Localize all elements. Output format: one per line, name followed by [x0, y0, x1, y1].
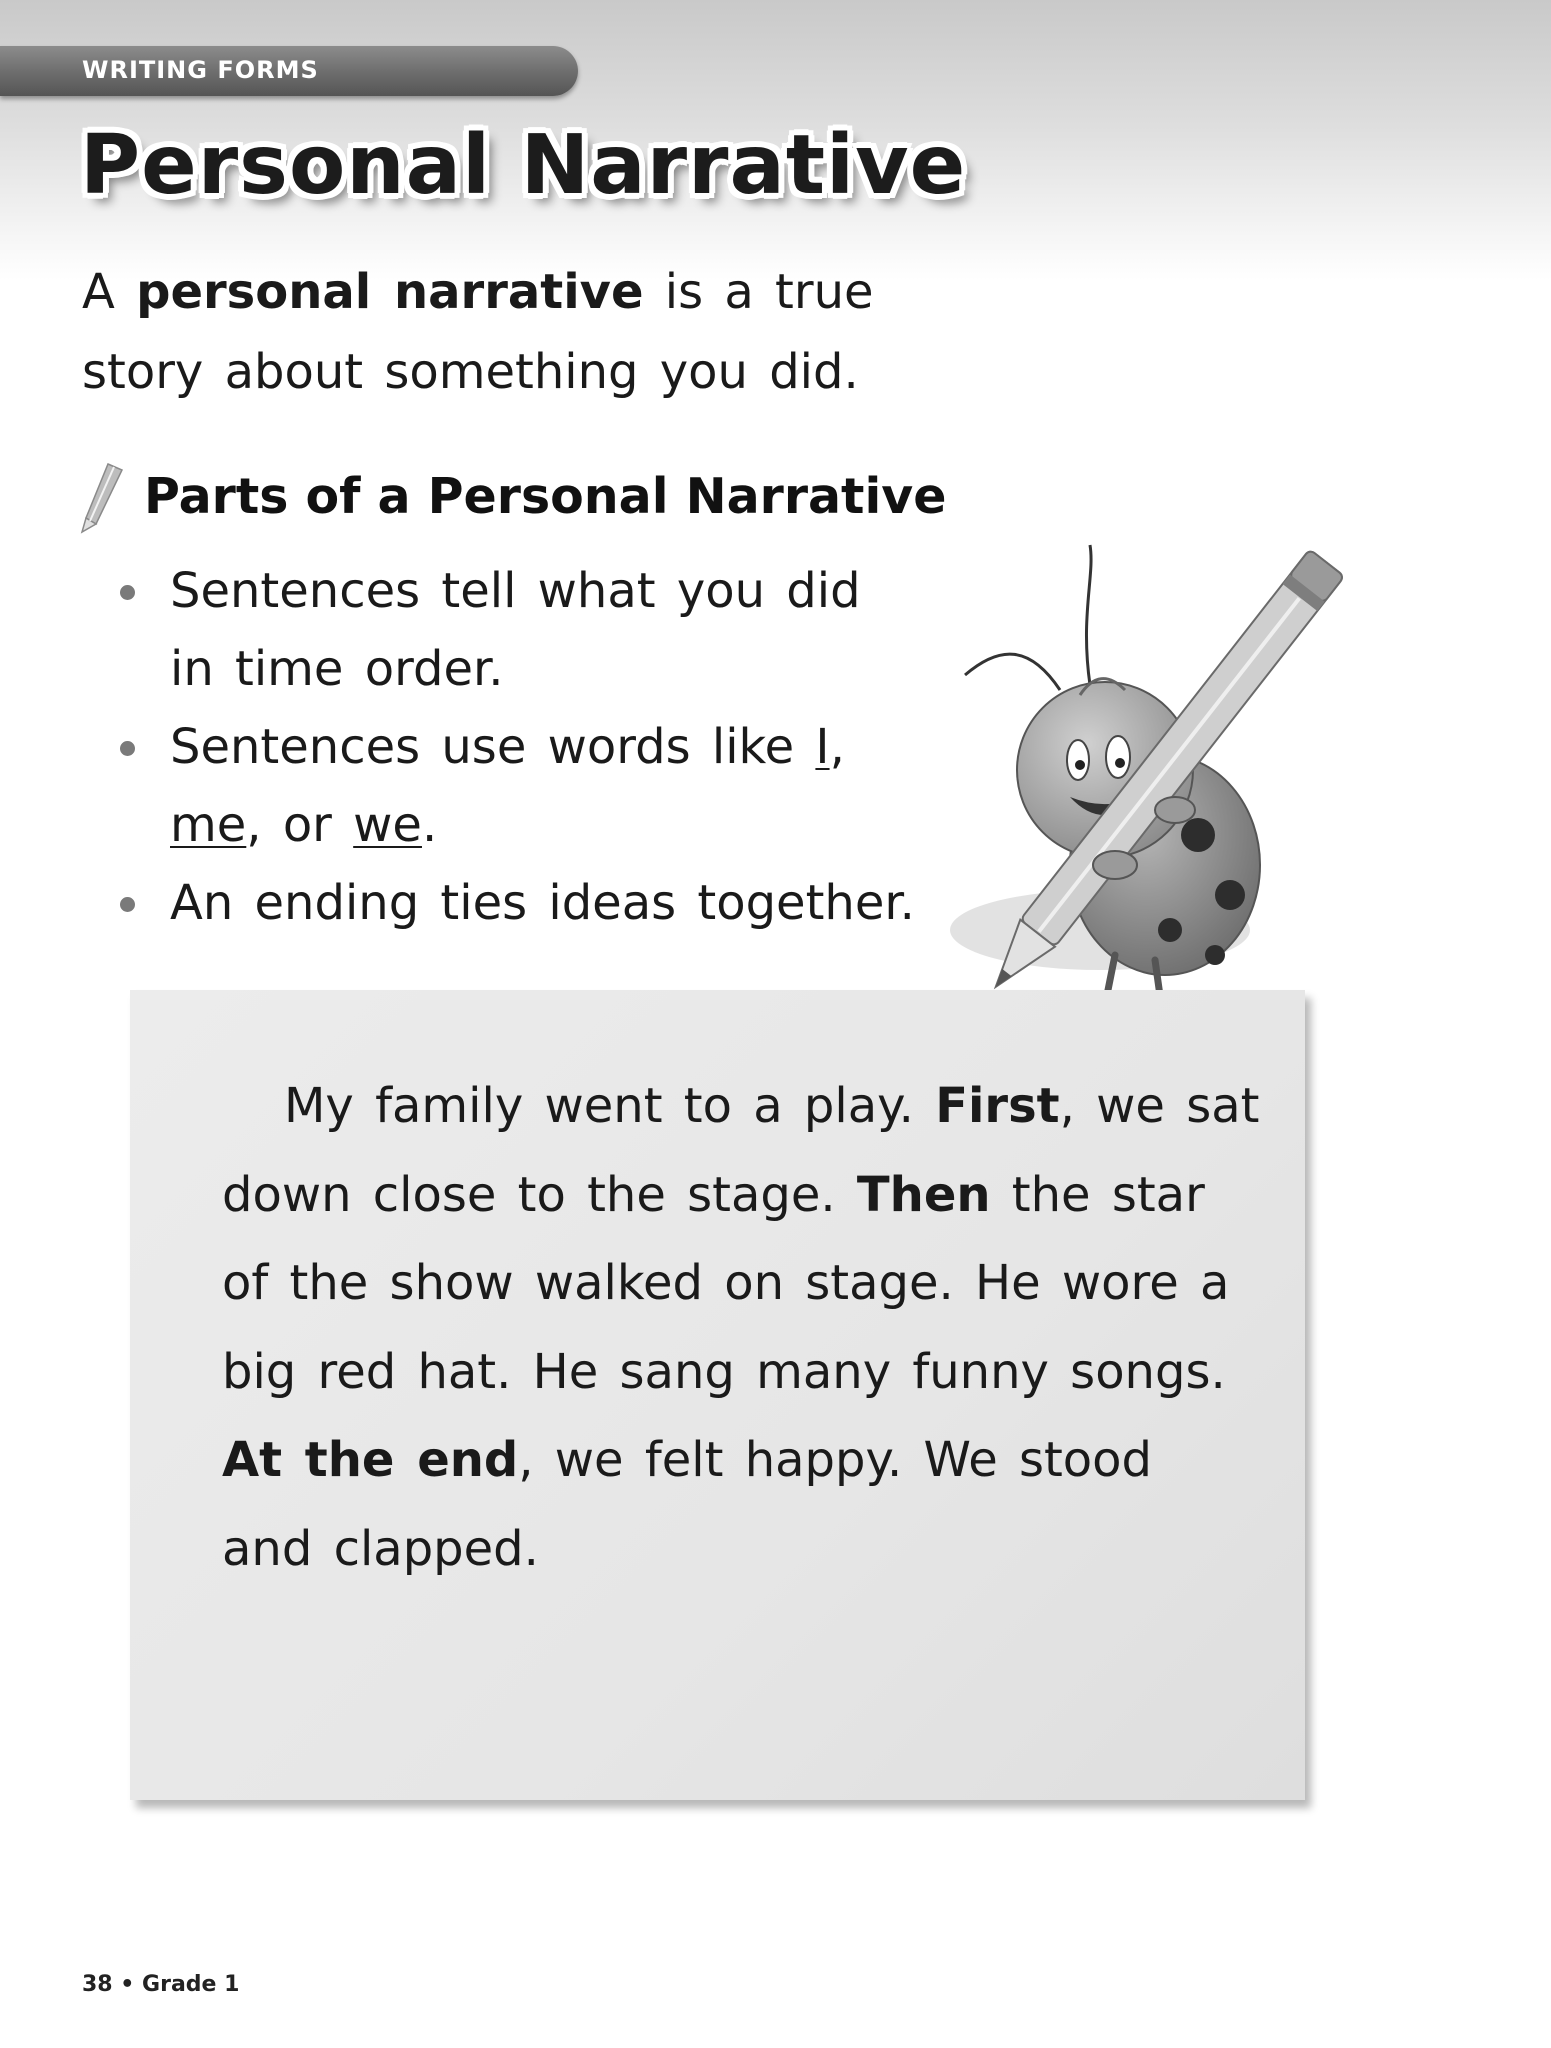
page-footer [82, 1972, 239, 1997]
section-label-bar [0, 46, 578, 96]
page-title: Personal Narrative [80, 118, 967, 213]
example-story-box [130, 990, 1305, 1800]
list-item-text: An ending ties ideas together. [170, 875, 915, 931]
example-story [222, 1062, 1262, 1593]
parts-heading: Parts of a Personal Narrative [144, 468, 947, 525]
intro-rest: is a true story about something you did. [82, 264, 874, 400]
list-item-text: , or [246, 797, 354, 853]
time-word-at-the-end: At the end [222, 1432, 519, 1488]
intro-paragraph [82, 252, 1002, 412]
page-number: 38 [82, 1972, 113, 1997]
parts-list [120, 552, 920, 942]
section-label: WRITING FORMS [82, 56, 319, 84]
list-item-text: Sentences tell what you did in time order. [170, 563, 861, 697]
list-item [120, 552, 920, 708]
list-item [120, 864, 920, 942]
intro-lead: A [82, 264, 137, 320]
example-word-we: we [353, 797, 422, 853]
story-text: the star of the show walked on stage. He wore a big red hat. He sang many funny songs. [222, 1166, 1230, 1400]
time-word-then: Then [856, 1166, 991, 1223]
bullet-icon [120, 585, 135, 600]
example-word-i: I [815, 719, 830, 775]
list-item-text: , [829, 719, 845, 775]
bullet-icon [120, 741, 135, 756]
time-word-first: First [935, 1078, 1060, 1134]
intro-term: personal narrative [136, 264, 644, 320]
example-word-me: me [170, 797, 247, 853]
pencil-icon [78, 462, 124, 534]
grade-label: Grade 1 [142, 1972, 240, 1997]
story-text: , we sat down close to the stage. [222, 1078, 1260, 1223]
list-item-text: . [421, 797, 438, 853]
story-text: , we felt happy. We stood and clapped. [222, 1432, 1153, 1577]
story-text: My family went to a play. [284, 1078, 936, 1134]
bullet-icon [120, 897, 135, 912]
list-item [120, 708, 920, 864]
footer-separator: • [120, 1972, 135, 1997]
list-item-text: Sentences use words like [170, 719, 816, 775]
